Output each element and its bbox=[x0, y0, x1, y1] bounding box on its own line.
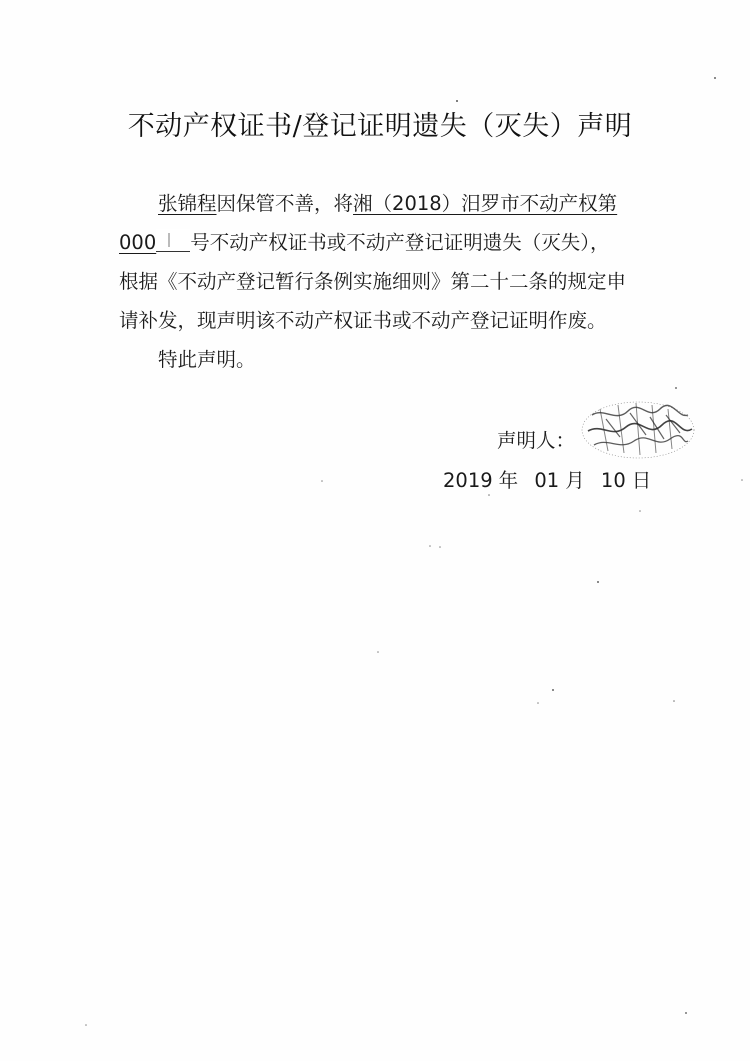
date-day-unit: 日 bbox=[631, 469, 652, 492]
declaration-line-4: 请补发，现声明该不动产权证书或不动产登记证明作废。 bbox=[119, 309, 607, 332]
date-year: 2019 bbox=[443, 469, 493, 492]
declarant-name: 张锦程 bbox=[158, 192, 217, 215]
declarant-label: 声明人： bbox=[497, 429, 576, 452]
redacted-number bbox=[156, 229, 190, 252]
declaration-line-3: 根据《不动产登记暂行条例实施细则》第二十二条的规定申 bbox=[119, 270, 627, 293]
certificate-prefix: 湘（2018）汨罗市不动产权第 bbox=[353, 192, 618, 215]
declaration-date bbox=[443, 465, 657, 493]
date-year-unit: 年 bbox=[498, 469, 519, 492]
declaration-text-b: 号不动产权证书或不动产登记证明遗失（灭失）， bbox=[190, 231, 610, 254]
closing-paragraph bbox=[119, 340, 649, 379]
date-day: 10 bbox=[600, 469, 626, 492]
declaration-text-a: 因保管不善，将 bbox=[216, 192, 354, 215]
declaration-body bbox=[119, 184, 649, 379]
date-month-unit: 月 bbox=[565, 469, 585, 492]
signature-mark bbox=[578, 393, 696, 463]
closing-text: 特此声明。 bbox=[158, 348, 256, 371]
declaration-paragraph bbox=[119, 184, 649, 340]
date-month: 01 bbox=[534, 469, 560, 492]
certificate-number: 000 bbox=[119, 231, 157, 254]
page-title: 不动产权证书/登记证明遗失（灭失）声明 bbox=[127, 111, 633, 142]
